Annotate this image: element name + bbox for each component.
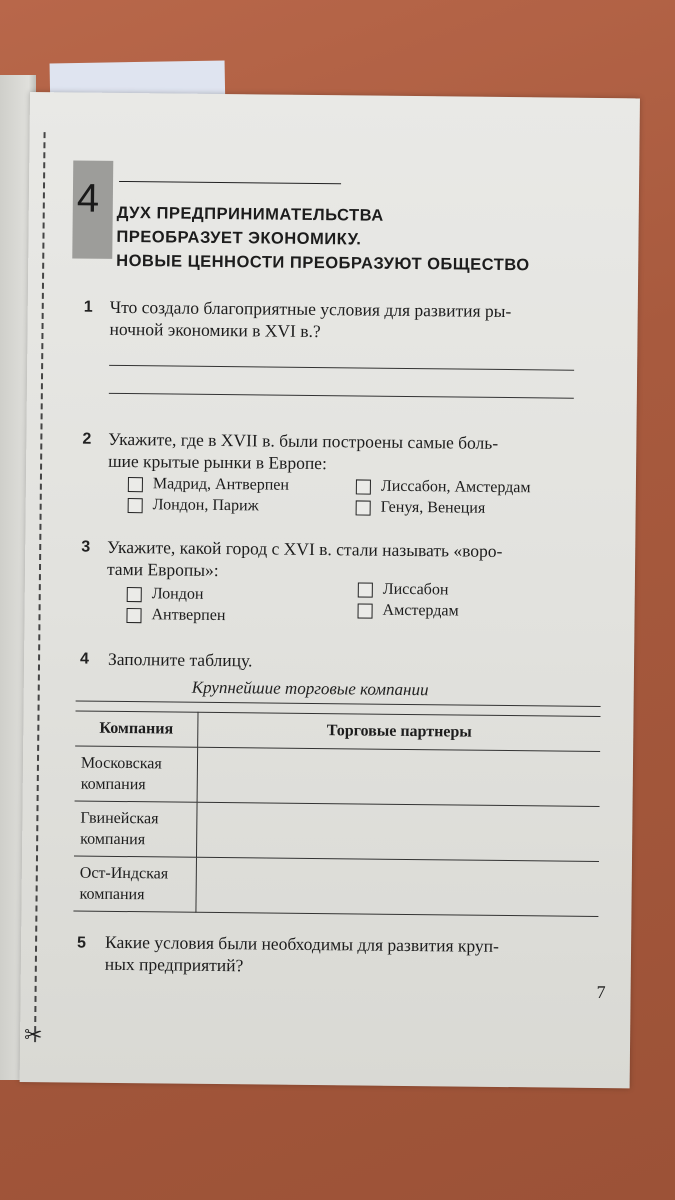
- question-5-text: [105, 931, 605, 980]
- question-line: ночной экономики в XVI в.?: [109, 318, 321, 342]
- answer-line[interactable]: [109, 393, 574, 399]
- table-caption: Крупнейшие торговые компании: [191, 677, 429, 700]
- checkbox-icon[interactable]: [358, 582, 373, 597]
- question-line: Укажите, какой город с XVI в. стали называть «воро-: [107, 536, 503, 561]
- checkbox-icon[interactable]: [128, 498, 143, 513]
- question-line: шие крытые рынки в Европе:: [108, 450, 327, 474]
- table-row: [74, 801, 600, 861]
- option-checkbox[interactable]: [356, 498, 486, 517]
- table-row: [75, 746, 601, 806]
- option-checkbox[interactable]: [358, 580, 449, 599]
- company-cell: [73, 856, 196, 912]
- column-header: Торговые партнеры: [198, 712, 601, 751]
- chapter-title: [116, 201, 587, 278]
- option-checkbox[interactable]: [356, 477, 531, 497]
- column-header: Компания: [75, 711, 198, 747]
- answer-line[interactable]: [109, 365, 574, 371]
- option-label: Антверпен: [151, 606, 226, 625]
- company-name-line: компания: [80, 830, 146, 849]
- chapter-number: 4: [76, 176, 100, 221]
- title-line: ПРЕОБРАЗУЕТ ЭКОНОМИКУ.: [116, 227, 362, 249]
- option-checkbox[interactable]: [357, 601, 458, 620]
- company-name-line: Ост-Индская: [79, 864, 169, 883]
- checkbox-icon[interactable]: [126, 608, 141, 623]
- question-number: 4: [79, 650, 90, 668]
- option-label: Амстердам: [382, 601, 459, 620]
- option-label: Лондон: [151, 585, 204, 603]
- cut-line: [34, 132, 46, 1042]
- company-cell: [74, 801, 197, 857]
- question-number: 2: [82, 430, 92, 448]
- option-label: Лондон, Париж: [152, 496, 259, 515]
- caption-rule: [76, 701, 601, 707]
- question-number: 3: [81, 538, 91, 556]
- question-4-text: Заполните таблицу.: [107, 648, 253, 671]
- question-3-text: [107, 536, 587, 585]
- companies-table: [73, 711, 600, 917]
- option-checkbox[interactable]: [127, 585, 204, 604]
- question-line: Что создало благоприятные условия для развития ры-: [109, 296, 512, 322]
- company-name-line: компания: [79, 885, 145, 904]
- question-1-text: [109, 296, 589, 345]
- checkbox-icon[interactable]: [128, 477, 143, 492]
- workbook-page: [20, 92, 640, 1088]
- question-line: Укажите, где в XVII в. были построены самые боль-: [108, 428, 499, 453]
- partners-cell[interactable]: [197, 747, 600, 806]
- option-label: Мадрид, Антверпен: [152, 475, 290, 494]
- table-header-row: [75, 711, 600, 751]
- option-label: Лиссабон, Амстердам: [380, 477, 531, 497]
- checkbox-icon[interactable]: [356, 500, 371, 515]
- question-2-text: [108, 428, 588, 477]
- title-line: ДУХ ПРЕДПРИНИМАТЕЛЬСТВА: [116, 203, 384, 225]
- company-cell: [75, 746, 198, 802]
- option-label: Лиссабон: [382, 580, 449, 599]
- company-name-line: Московская: [80, 754, 162, 773]
- page-number: 7: [596, 981, 606, 1003]
- option-checkbox[interactable]: [128, 475, 289, 495]
- partners-cell[interactable]: [196, 802, 599, 861]
- partners-cell[interactable]: [196, 857, 599, 916]
- checkbox-icon[interactable]: [358, 603, 373, 618]
- checkbox-icon[interactable]: [127, 587, 142, 602]
- question-number: 5: [77, 934, 87, 952]
- company-name-line: Гвинейская: [80, 809, 159, 828]
- question-line: тами Европы»:: [106, 558, 219, 581]
- option-checkbox[interactable]: [126, 606, 225, 625]
- question-line: ных предприятий?: [104, 953, 244, 976]
- checkbox-icon[interactable]: [356, 479, 371, 494]
- option-label: Генуя, Венеция: [380, 498, 486, 517]
- table-row: [73, 856, 599, 916]
- question-line: Какие условия были необходимы для развития круп-: [105, 931, 500, 956]
- question-number: 1: [83, 298, 93, 316]
- chapter-rule: [119, 181, 341, 184]
- company-name-line: компания: [80, 775, 146, 794]
- scissors-icon: ✂: [23, 1021, 43, 1048]
- option-checkbox[interactable]: [128, 496, 259, 515]
- title-line: НОВЫЕ ЦЕННОСТИ ПРЕОБРАЗУЮТ ОБЩЕСТВО: [116, 251, 530, 275]
